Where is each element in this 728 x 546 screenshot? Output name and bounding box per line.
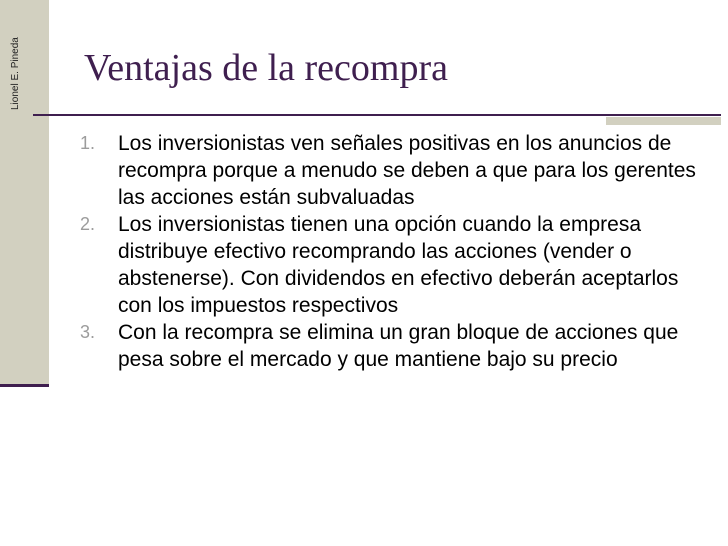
- list-item: [80, 319, 700, 373]
- list-number: 2.: [80, 214, 96, 234]
- title-divider: [33, 114, 721, 116]
- list-number: 3.: [80, 322, 96, 342]
- left-bar-divider: [0, 384, 49, 387]
- points-list: [80, 130, 700, 373]
- list-item-text: Los inversionistas ven señales positivas en los anuncios de recompra porque a menudo se deben a que para los gerentes las acciones están subvaluadas: [118, 132, 696, 209]
- list-number: 1.: [80, 133, 96, 153]
- author-label: Lionel E. Pineda: [10, 37, 21, 110]
- list-item: [80, 130, 700, 211]
- slide-title: Ventajas de la recompra: [84, 47, 448, 89]
- title-divider-accent: [606, 117, 721, 125]
- list-item: [80, 211, 700, 319]
- list-item-text: Con la recompra se elimina un gran bloque de acciones que pesa sobre el mercado y que mantiene bajo su precio: [118, 321, 679, 371]
- list-item-text: Los inversionistas tienen una opción cuando la empresa distribuye efectivo recomprando las acciones (vender o abstenerse). Con dividendos en efectivo deberán aceptarlos con los impuestos respectivos: [118, 213, 679, 317]
